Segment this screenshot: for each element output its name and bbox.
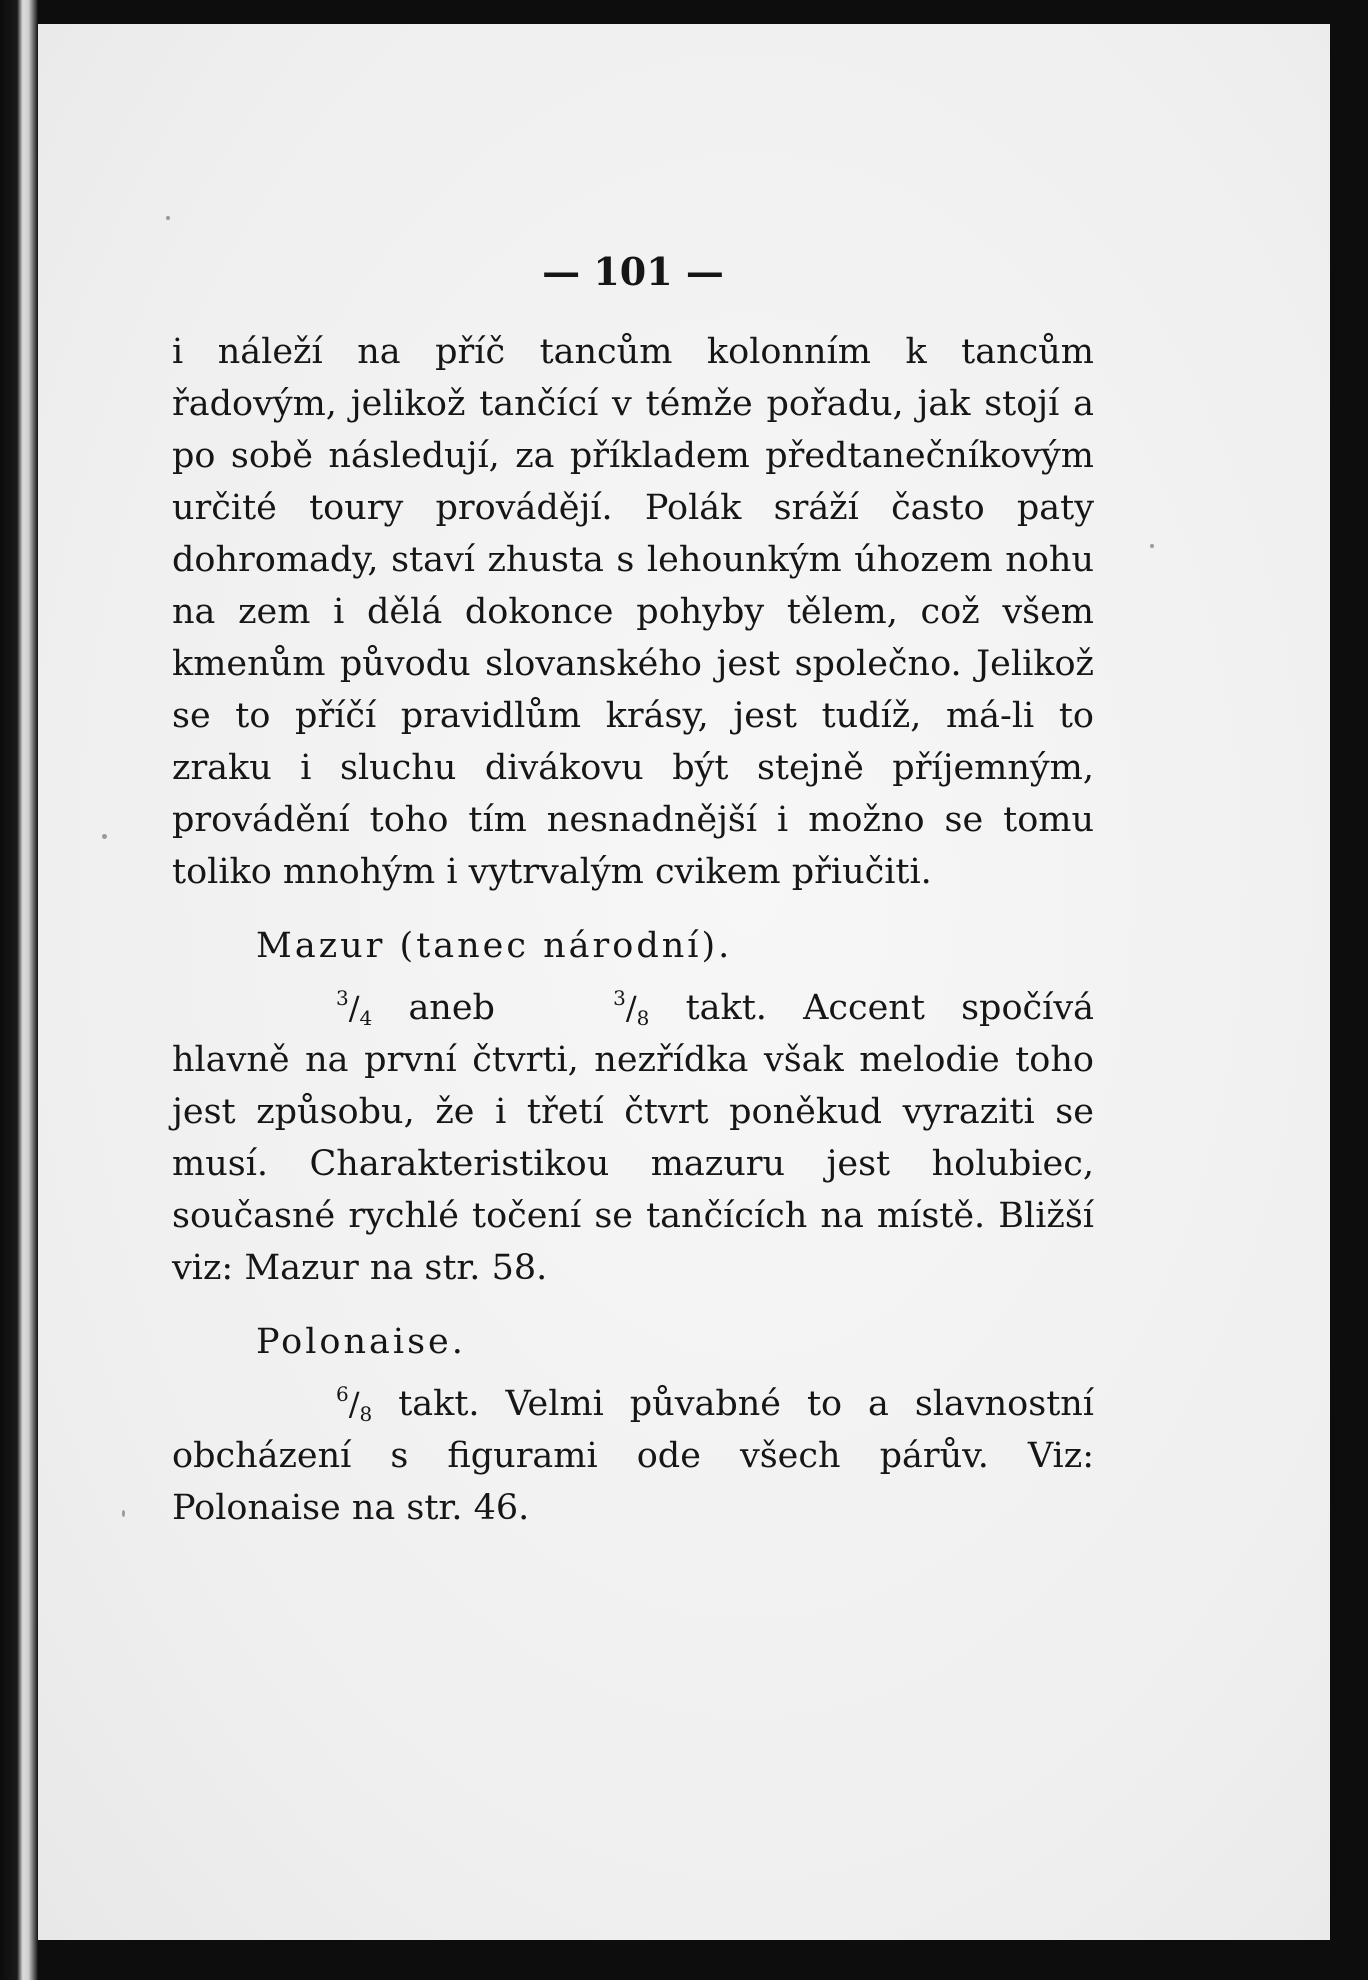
paper-speck (1150, 544, 1154, 548)
heading-polonaise: Polonaise. (256, 1322, 466, 1362)
scan-border-right (1330, 0, 1368, 1980)
book-spine-edge (0, 0, 38, 1980)
paragraph-polak-description: i náleží na příč tancům kolonním k tancům řadovým, jelikož tančící v témže pořadu, jak stojí a po sobě následují, za příkladem předtanečníkovým určité toury provádějí. Polák sráží často paty dohromady, staví zhusta s lehounkým úhozem nohu na zem i dělá dokonce pohyby tělem, což všem kmenům původu slovanského jest společno. Jelikož se to příčí pravidlům krásy, jest tudíž, má-li to zraku i sluchu divákovu být stejně příjemným, provádění toho tím nesnadnější i možno se tomu toliko mnohým i vytrvalým cvikem přiučiti. (172, 332, 1094, 892)
paper-speck (166, 216, 170, 220)
paper-speck (102, 834, 107, 839)
polonaise-description: takt. Velmi půvabné to a slavnostní obcházení s figurami ode všech párův. Viz: Polonaise na str. 46. (172, 1384, 1094, 1528)
mazur-description: takt. Accent spočívá hlavně na první čtvrti, nezřídka však melodie toho jest způsobu, že i třetí čtvrt poněkud vyraziti se musí. Charakteristikou mazuru jest holubiec, současné rychlé točení se tančících na místě. Bližší viz: Mazur na str. 58. (172, 988, 1094, 1288)
paper-speck (122, 1510, 125, 1517)
heading-mazur: Mazur (tanec národní). (256, 926, 733, 966)
paragraph-mazur (172, 982, 1094, 1294)
time-signature-3-8: $^3/_8$ (613, 986, 650, 1030)
time-signature-6-8: $^6/_8$ (336, 1382, 373, 1426)
page-text (172, 240, 1094, 1534)
paragraph-polonaise (172, 1378, 1094, 1534)
time-signature-3-4: $^3/_4$ (336, 986, 373, 1030)
word-aneb: aneb (408, 988, 495, 1028)
page-number: — 101 — (542, 249, 724, 294)
